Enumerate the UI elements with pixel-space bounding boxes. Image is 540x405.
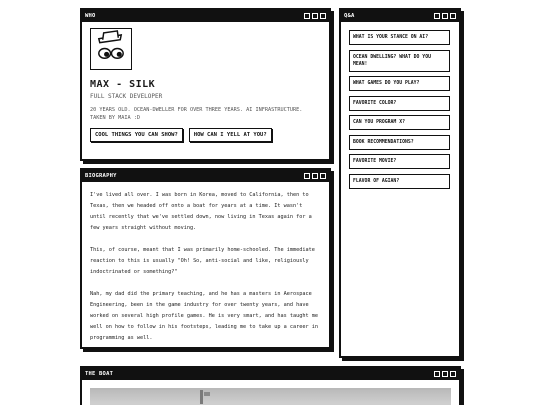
- biography-paragraph: I've lived all over. I was born in Korea, moved to California, then to Texas, then we headed off onto a boat for years at a time. It wasn't until recently that we've settled down, now living in Texas again for a few years straight without moving.: [90, 192, 312, 231]
- window-controls: [434, 371, 456, 377]
- minimize-icon[interactable]: [304, 13, 310, 19]
- minimize-icon[interactable]: [434, 13, 440, 19]
- maximize-icon[interactable]: [442, 13, 448, 19]
- who-window: [80, 8, 331, 161]
- qa-item-flavor[interactable]: FLAVOR OF AGIAN?: [349, 174, 450, 189]
- boat-photo: [90, 388, 451, 405]
- qa-item-games[interactable]: WHAT GAMES DO YOU PLAY?: [349, 76, 450, 91]
- boat-mast-detail: [204, 392, 210, 396]
- minimize-icon[interactable]: [434, 371, 440, 377]
- close-icon[interactable]: [320, 13, 326, 19]
- profile-description: 20 YEARS OLD. OCEAN-DWELLER FOR OVER THREE YEARS. AI INFRASTRUCTURE. TAKEN BY MAIA :D: [90, 107, 303, 121]
- who-titlebar: [82, 10, 329, 22]
- maximize-icon[interactable]: [442, 371, 448, 377]
- qa-item-ocean-dwelling[interactable]: OCEAN DWELLING? WHAT DO YOU MEAN!: [349, 50, 450, 72]
- profile-name: MAX - SILK: [90, 79, 156, 90]
- biography-paragraph: Nah, my dad did the primary teaching, and he has a masters in Aerospace Engineering, been in the game industry for over twenty years, and have worked on several high profile games. He is very smart, and has taught me well on how to follow in his footsteps, leading me to take up a career in programming as well.: [90, 291, 318, 341]
- boat-mast: [200, 390, 203, 404]
- profile-role: FULL STACK DEVELOPER: [90, 93, 163, 100]
- biography-titlebar: [82, 170, 329, 182]
- qa-item-program-x[interactable]: CAN YOU PROGRAM X?: [349, 115, 450, 130]
- boat-title: THE BOAT: [85, 371, 114, 377]
- qa-window: [339, 8, 461, 358]
- biography-title: BIOGRAPHY: [85, 173, 117, 179]
- avatar: [90, 28, 132, 70]
- biography-text: [82, 182, 329, 363]
- window-controls: [434, 13, 456, 19]
- boat-window: [80, 366, 461, 405]
- minimize-icon[interactable]: [304, 173, 310, 179]
- qa-item-favorite-movie[interactable]: FAVORITE MOVIE?: [349, 154, 450, 169]
- maximize-icon[interactable]: [312, 173, 318, 179]
- show-things-button[interactable]: COOL THINGS YOU CAN SHOW?: [90, 128, 183, 142]
- qa-item-book-recs[interactable]: BOOK RECOMMENDATIONS?: [349, 135, 450, 150]
- maximize-icon[interactable]: [312, 13, 318, 19]
- biography-window: [80, 168, 331, 349]
- window-controls: [304, 173, 326, 179]
- biography-paragraph: This, of course, meant that I was primarily home-schooled. The immediate reaction to this is usually "Oh! So, anti-social and like, religiously indoctrinated or something?": [90, 247, 315, 275]
- close-icon[interactable]: [450, 13, 456, 19]
- qa-item-favorite-color[interactable]: FAVORITE COLOR?: [349, 96, 450, 111]
- profile-actions: [90, 128, 321, 142]
- boat-titlebar: [82, 368, 459, 380]
- window-controls: [304, 13, 326, 19]
- avatar-drawing-icon: [91, 29, 130, 68]
- contact-button[interactable]: HOW CAN I YELL AT YOU?: [189, 128, 272, 142]
- close-icon[interactable]: [450, 371, 456, 377]
- who-title: WHO: [85, 13, 96, 19]
- close-icon[interactable]: [320, 173, 326, 179]
- qa-titlebar: [341, 10, 459, 22]
- qa-list: [341, 22, 459, 201]
- qa-title: Q&A: [344, 13, 355, 19]
- qa-item-ai-stance[interactable]: WHAT IS YOUR STANCE ON AI?: [349, 30, 450, 45]
